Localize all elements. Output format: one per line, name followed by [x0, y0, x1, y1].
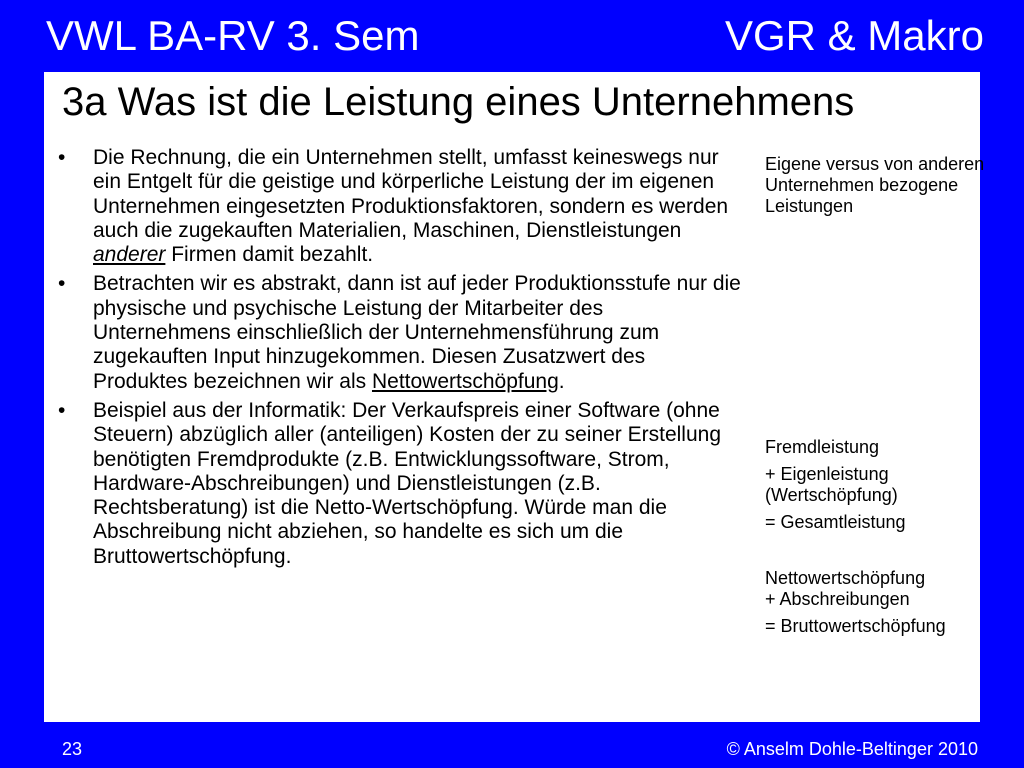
- calc1-line-1: Fremdleistung: [765, 437, 880, 457]
- bullet-2-text-end: .: [558, 369, 565, 393]
- calc2-line-2: + Abschreibungen: [765, 589, 910, 609]
- bullet-item-3: [44, 399, 744, 569]
- bullet-2-text: Betrachten wir es abstrakt, dann ist auf jeder Produktionsstufe nur die physische und psychische Leistung der Mitarbeiter des Unternehmens einschließlich der Unternehmensführung zum zugekauften Input hinzugekommen. Diesen Zusatzwert des Produktes bezeichnen wir als: [93, 272, 741, 393]
- bullet-1-text: Die Rechnung, die ein Unternehmen stellt, umfasst keineswegs nur ein Entgelt für die geistige und körperliche Leistung der im eigenen Unternehmen eingesetzten Produktionsfaktoren, sondern es werden auch die zugekauften Materialien, Maschinen, Dienstleistungen: [93, 146, 729, 242]
- bullet-item-1: [44, 146, 744, 267]
- side-calculation-bruttowertschoepfung: [765, 568, 995, 637]
- side-calculation-gesamtleistung: [765, 437, 995, 533]
- footer-copyright: © Anselm Dohle-Beltinger 2010: [726, 739, 978, 759]
- bullet-2-term: Nettowertschöpfung: [371, 369, 559, 393]
- calc1-line-3: = Gesamtleistung: [765, 512, 906, 532]
- side-note: [765, 154, 995, 217]
- bullet-1-emphasis: anderer: [93, 243, 166, 267]
- footer-page-number: 23: [62, 739, 83, 759]
- header-course-title: VWL BA-RV 3. Sem: [46, 12, 420, 59]
- header-topic: VGR & Makro: [724, 12, 984, 59]
- bullet-marker: •: [58, 398, 66, 422]
- slide-title: 3a Was ist die Leistung eines Unternehmens: [62, 80, 855, 124]
- bullet-1-text-end: Firmen damit bezahlt.: [165, 243, 374, 267]
- bullet-list: [44, 146, 744, 574]
- side-note-text: Eigene versus von anderen Unternehmen bezogene Leistungen: [765, 154, 985, 216]
- bullet-marker: •: [58, 146, 66, 169]
- bullet-3-text: Beispiel aus der Informatik: Der Verkaufspreis einer Software (ohne Steuern) abzüglich aller (anteiligen) Kosten der zu seiner Erstellung benötigten Fremdprodukte (z.B. Entwicklungssoftware, Strom, Hardware-Abschreibungen) und Dienstleistungen (z.B. Rechtsberatung) ist die Netto-Wertschöpfung. Würde man die Abschreibung nicht abziehen, so handelte es sich um die Bruttowertschöpfung.: [93, 398, 722, 568]
- bullet-marker: •: [58, 272, 66, 296]
- calc2-line-1: Nettowertschöpfung: [765, 568, 926, 588]
- slide-content-panel: [44, 72, 985, 722]
- bullet-item-2: [44, 272, 744, 393]
- calc1-line-2: + Eigenleistung (Wertschöpfung): [765, 464, 898, 505]
- calc2-line-3: = Bruttowertschöpfung: [765, 616, 946, 636]
